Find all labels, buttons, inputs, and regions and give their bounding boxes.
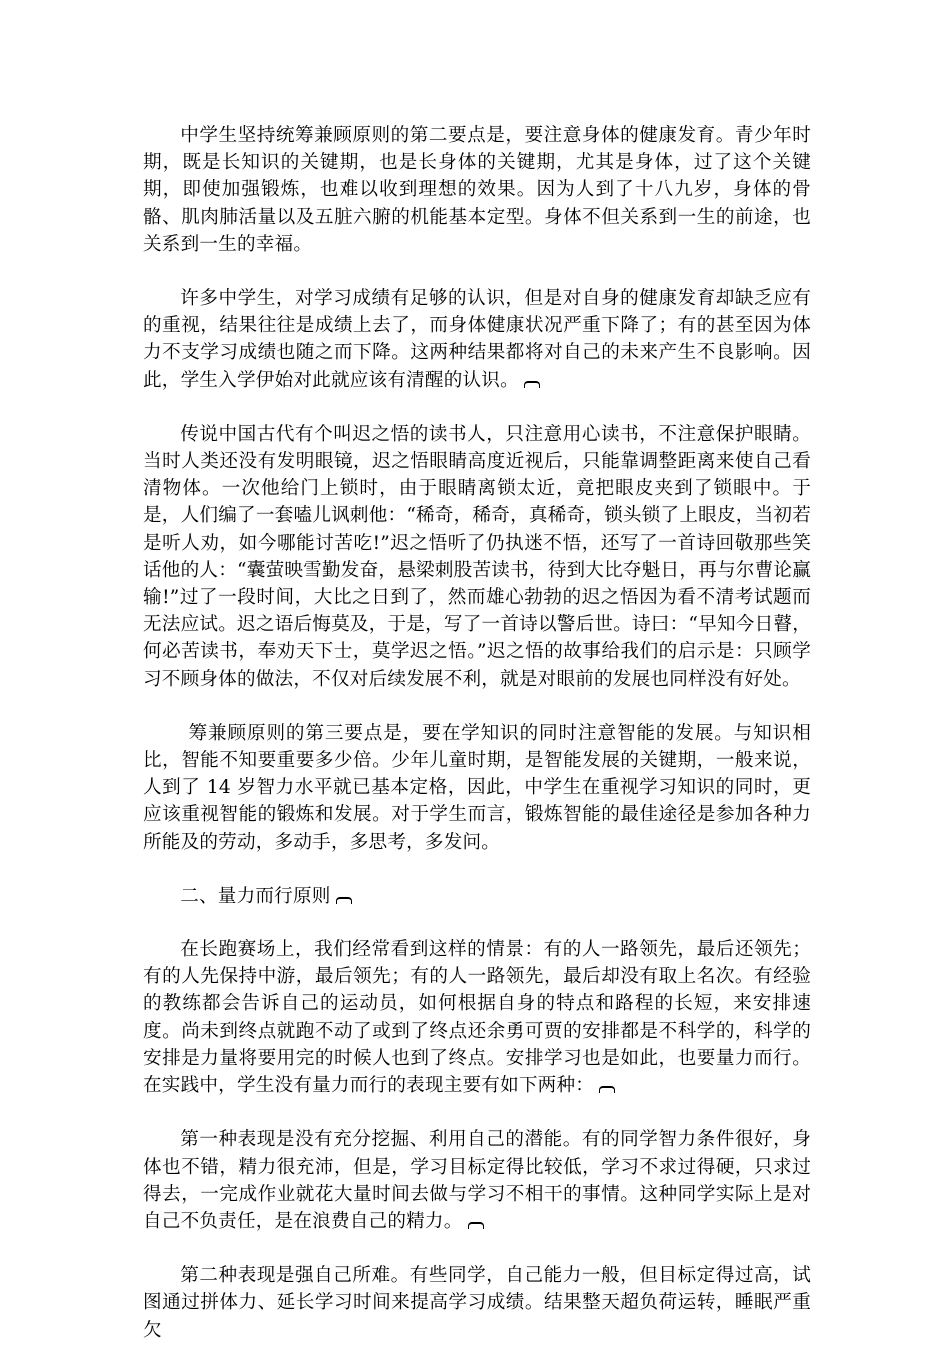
paragraph-mark-icon	[524, 381, 540, 388]
paragraph-health-awareness	[143, 285, 811, 394]
paragraph-second-manifestation	[143, 1262, 811, 1344]
section-heading	[143, 883, 811, 910]
paragraph-mark-icon	[336, 897, 352, 904]
document-body	[143, 122, 811, 1371]
paragraph-first-manifestation	[143, 1126, 811, 1235]
paragraph-text: 中学生坚持统筹兼顾原则的第二要点是，要注意身体的健康发育。青少年时期，既是长知识的关键期，也是长身体的关键期，尤其是身体，过了这个关键期，即使加强锻炼，也难以收到理想的效果。因为人到了十八九岁，身体的骨骼、肌肉肺活量以及五脏六腑的机能基本定型。身体不但关系到一生的前途，也关系到一生的幸福。	[143, 125, 811, 255]
paragraph-mark-icon	[599, 1086, 615, 1093]
paragraph-text: 传说中国古代有个叫迟之悟的读书人，只注意用心读书，不注意保护眼睛。当时人类还没有发明眼镜，迟之悟眼睛高度近视后，只能靠调整距离来使自己看清物体。一次他给门上锁时，由于眼睛离锁太近，竟把眼皮夹到了锁眼中。于是，人们编了一套嗑儿讽刺他：“稀奇，稀奇，真稀奇，锁头锁了上眼皮，当初若是听人劝，如今哪能讨苦吃!”迟之悟听了仍执迷不悟，还写了一首诗回敬那些笑话他的人：“囊萤映雪勤发奋，悬梁刺股苦读书，待到大比夺魁日，再与尔曹论赢输!”过了一段时间，大比之日到了，然而雄心勃勃的迟之悟因为看不清考试题而无法应试。迟之语后悔莫及，于是，写了一首诗以警后世。诗曰：“早知今日瞽，何必苦读书，奉劝天下士，莫学迟之悟。”迟之悟的故事给我们的启示是：只顾学习不顾身体的做法，不仅对后续发展不利，就是对眼前的发展也同样没有好处。	[143, 423, 811, 690]
paragraph-chi-zhiwu-story	[143, 421, 811, 693]
paragraph-mark-icon	[468, 1222, 484, 1229]
paragraph-text: 筹兼顾原则的第三要点是，要在学知识的同时注意智能的发展。与知识相比，智能不知要重要多少倍。少年儿童时期，是智能发展的关键期，一般来说，人到了 14 岁智力水平就已基本定格，因此，中学生在重视学习知识的同时，更应该重视智能的锻炼和发展。对于学生而言，锻炼智能的最佳途径是参加各种力所能及的劳动，多动手，多思考，多发问。	[143, 722, 811, 853]
paragraph-health-development	[143, 122, 811, 258]
paragraph-text: 第一种表现是没有充分挖掘、利用自己的潜能。有的同学智力条件很好，身体也不错，精力很充沛，但是，学习目标定得比较低，学习不求过得硬，只求过得去，一完成作业就花大量时间去做与学习不相干的事情。这种同学实际上是对自己不负责任，是在浪费自己的精力。	[143, 1129, 811, 1232]
paragraph-long-distance-race	[143, 936, 811, 1099]
heading-text: 二、量力而行原则	[180, 885, 331, 907]
paragraph-text: 在长跑赛场上，我们经常看到这样的情景：有的人一路领先，最后还领先；有的人先保持中游，最后领先；有的人一路领先，最后却没有取上名次。有经验的教练都会告诉自己的运动员，如何根据自身的特点和路程的长短，来安排速度。尚未到终点就跑不动了或到了终点还余勇可贾的安排都是不科学的，科学的安排是力量将要用完的时候人也到了终点。安排学习也是如此，也要量力而行。在实践中，学生没有量力而行的表现主要有如下两种：	[143, 939, 811, 1097]
paragraph-text: 第二种表现是强自己所难。有些同学，自己能力一般，但目标定得过高，试图通过拼体力、延长学习时间来提高学习成绩。结果整天超负荷运转，睡眠严重欠	[143, 1265, 811, 1341]
paragraph-text: 许多中学生，对学习成绩有足够的认识，但是对自身的健康发育却缺乏应有的重视，结果往往是成绩上去了，而身体健康状况严重下降了；有的甚至因为体力不支学习成绩也随之而下降。这两种结果都将对自己的未来产生不良影响。因此，学生入学伊始对此就应该有清醒的认识。	[143, 288, 811, 391]
paragraph-intelligence-development	[143, 720, 811, 856]
